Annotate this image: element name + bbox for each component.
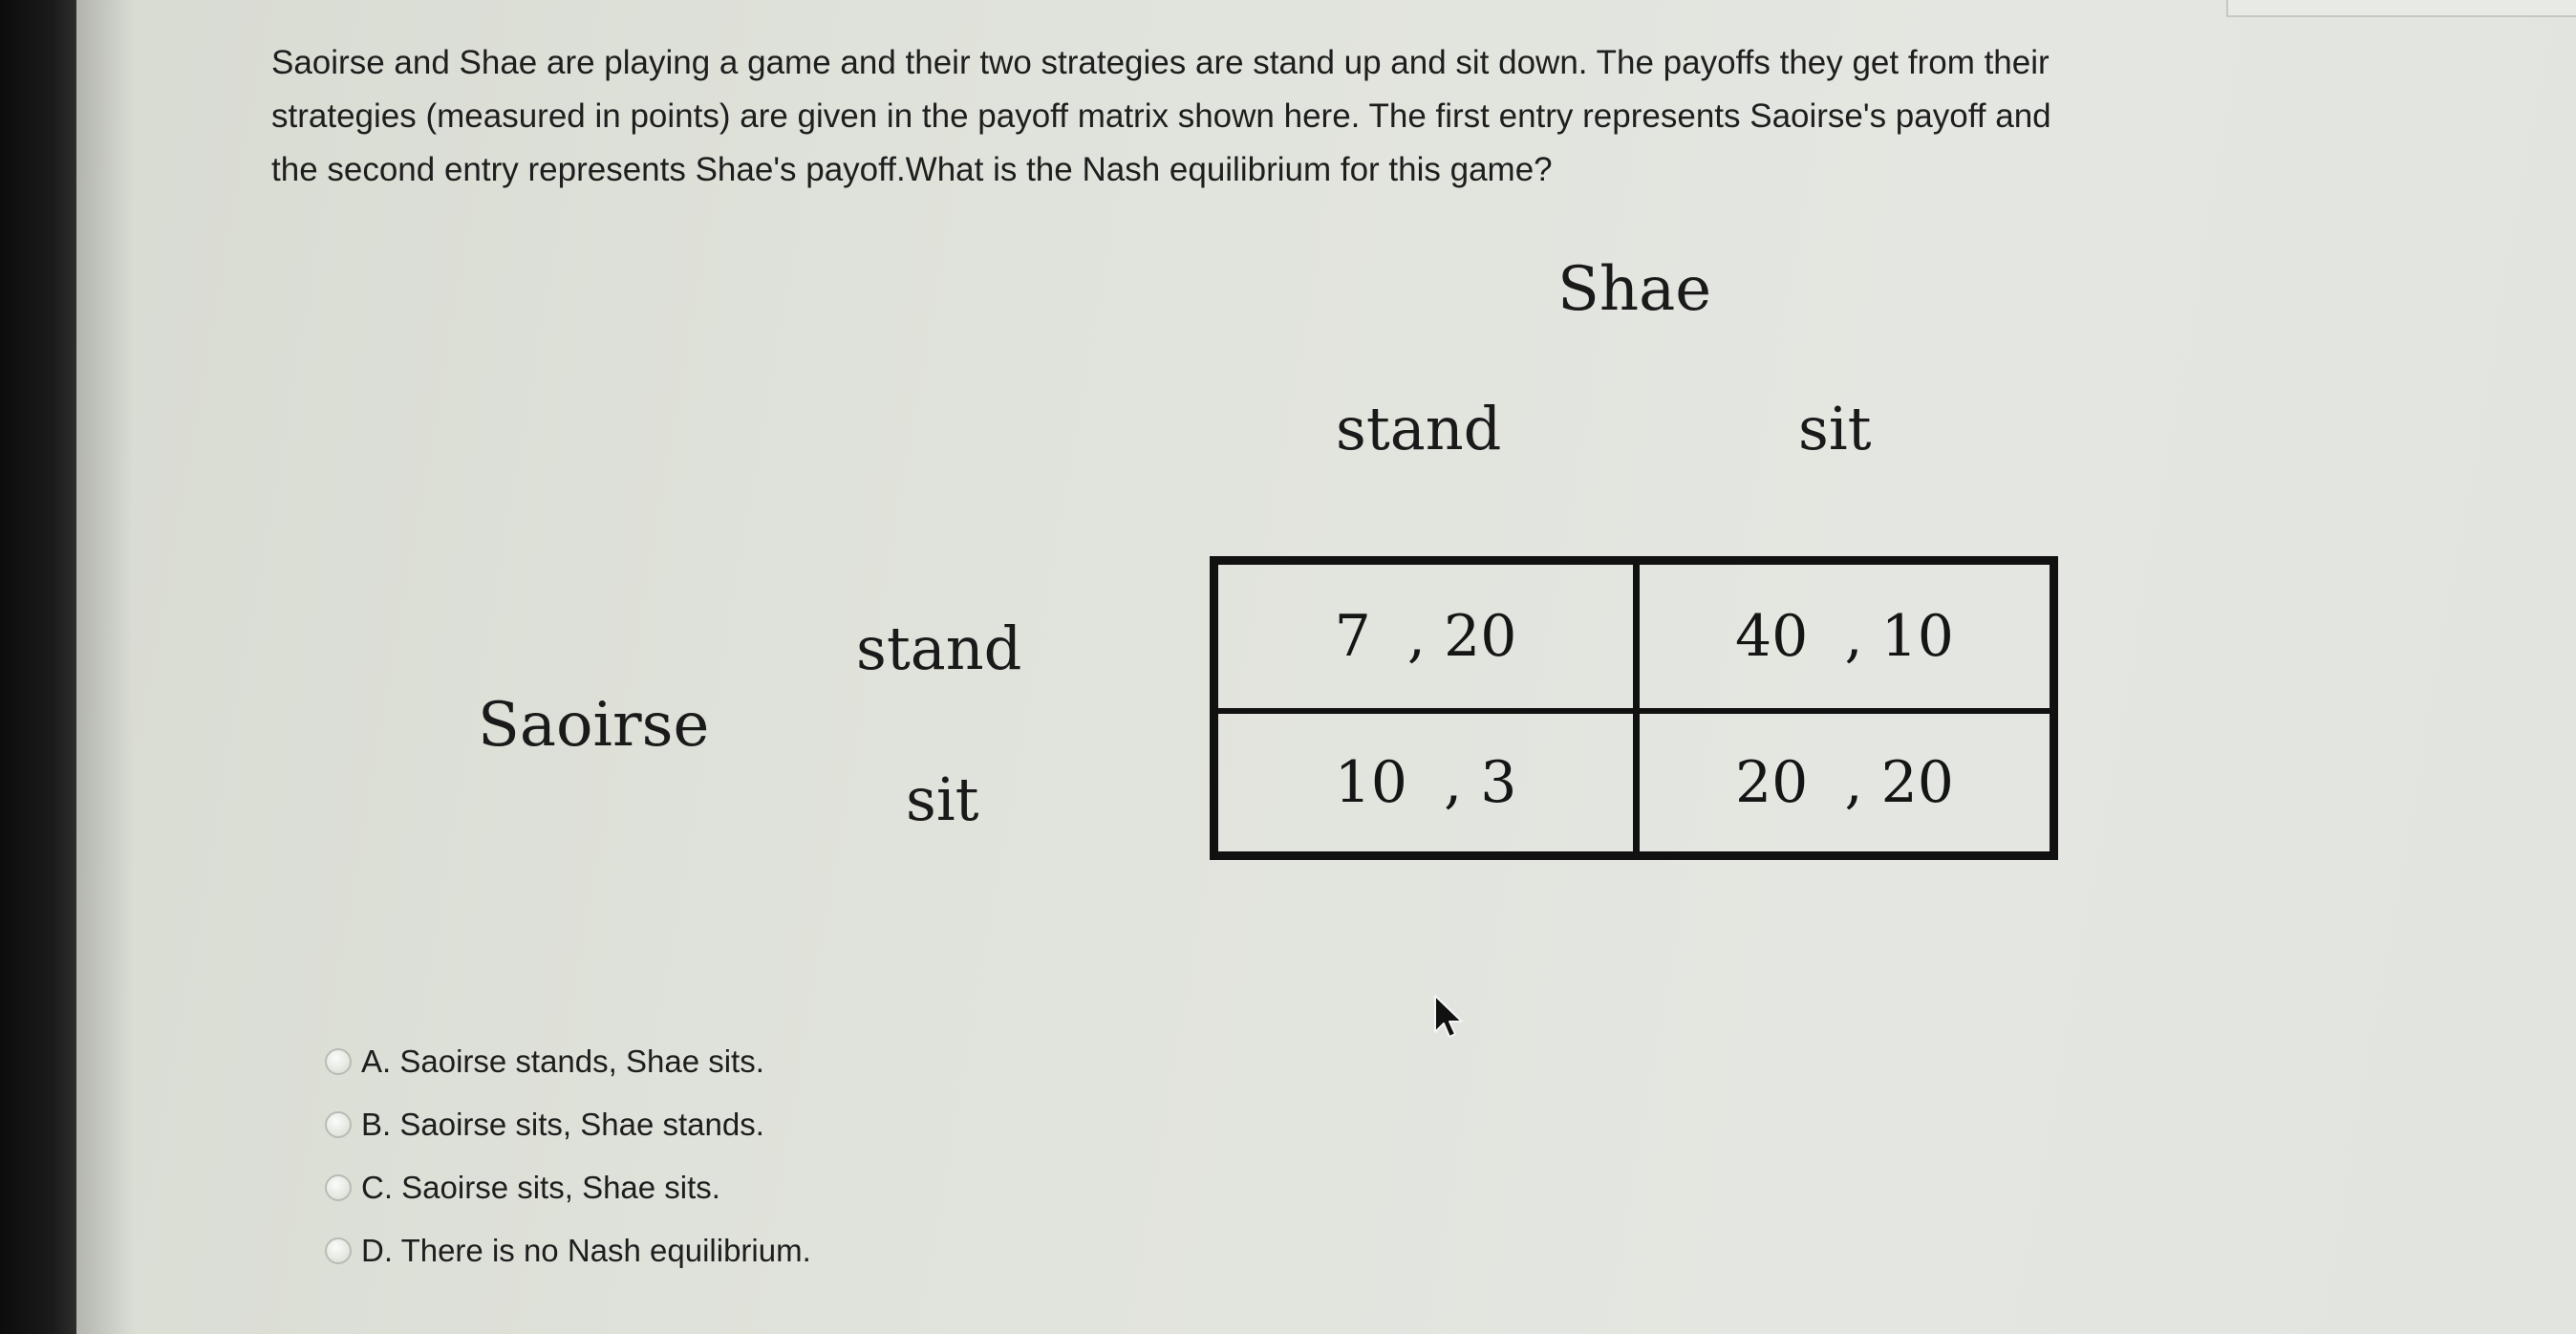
option-b-label[interactable]: B. Saoirse sits, Shae stands. (361, 1107, 764, 1142)
column-strategy-sit: sit (1798, 394, 1872, 463)
option-b[interactable] (325, 1093, 811, 1156)
column-player-label: Shae (1557, 254, 1712, 325)
payoff-cell-sit-stand: 10 , 3 (1334, 749, 1517, 816)
toolbar-box (2226, 0, 2576, 17)
option-a[interactable] (325, 1030, 811, 1093)
row-player-label: Saoirse (478, 690, 710, 761)
option-c[interactable] (325, 1156, 811, 1219)
option-c-label[interactable]: C. Saoirse sits, Shae sits. (361, 1170, 720, 1205)
option-d[interactable] (325, 1219, 811, 1282)
payoff-cell-sit-sit: 20 , 20 (1735, 749, 1954, 816)
option-a-label[interactable]: A. Saoirse stands, Shae sits. (361, 1044, 764, 1079)
column-strategy-stand: stand (1336, 394, 1502, 463)
answer-options (325, 1030, 811, 1282)
row-strategy-sit: sit (906, 764, 979, 834)
question-text: Saoirse and Shae are playing a game and their two strategies are stand up and sit down. The payoffs they get from their strategies (measured in points) are given in the payoff matrix shown here. The first entry represents Saoirse's payoff and the second entry represents Shae's payoff.What is the Nash equilibrium for this game? (271, 44, 2051, 188)
radio-button-icon[interactable] (325, 1048, 352, 1075)
radio-button-icon[interactable] (325, 1174, 352, 1201)
payoff-cell-stand-sit: 40 , 10 (1735, 603, 1954, 670)
radio-button-icon[interactable] (325, 1237, 352, 1264)
mouse-pointer-icon (1433, 994, 1466, 1040)
radio-button-icon[interactable] (325, 1111, 352, 1138)
row-strategy-stand: stand (856, 613, 1022, 683)
payoff-matrix (1210, 556, 2058, 860)
monitor-bezel (0, 0, 76, 1334)
option-d-label[interactable]: D. There is no Nash equilibrium. (361, 1233, 811, 1268)
payoff-cell-stand-stand: 7 , 20 (1334, 603, 1517, 670)
